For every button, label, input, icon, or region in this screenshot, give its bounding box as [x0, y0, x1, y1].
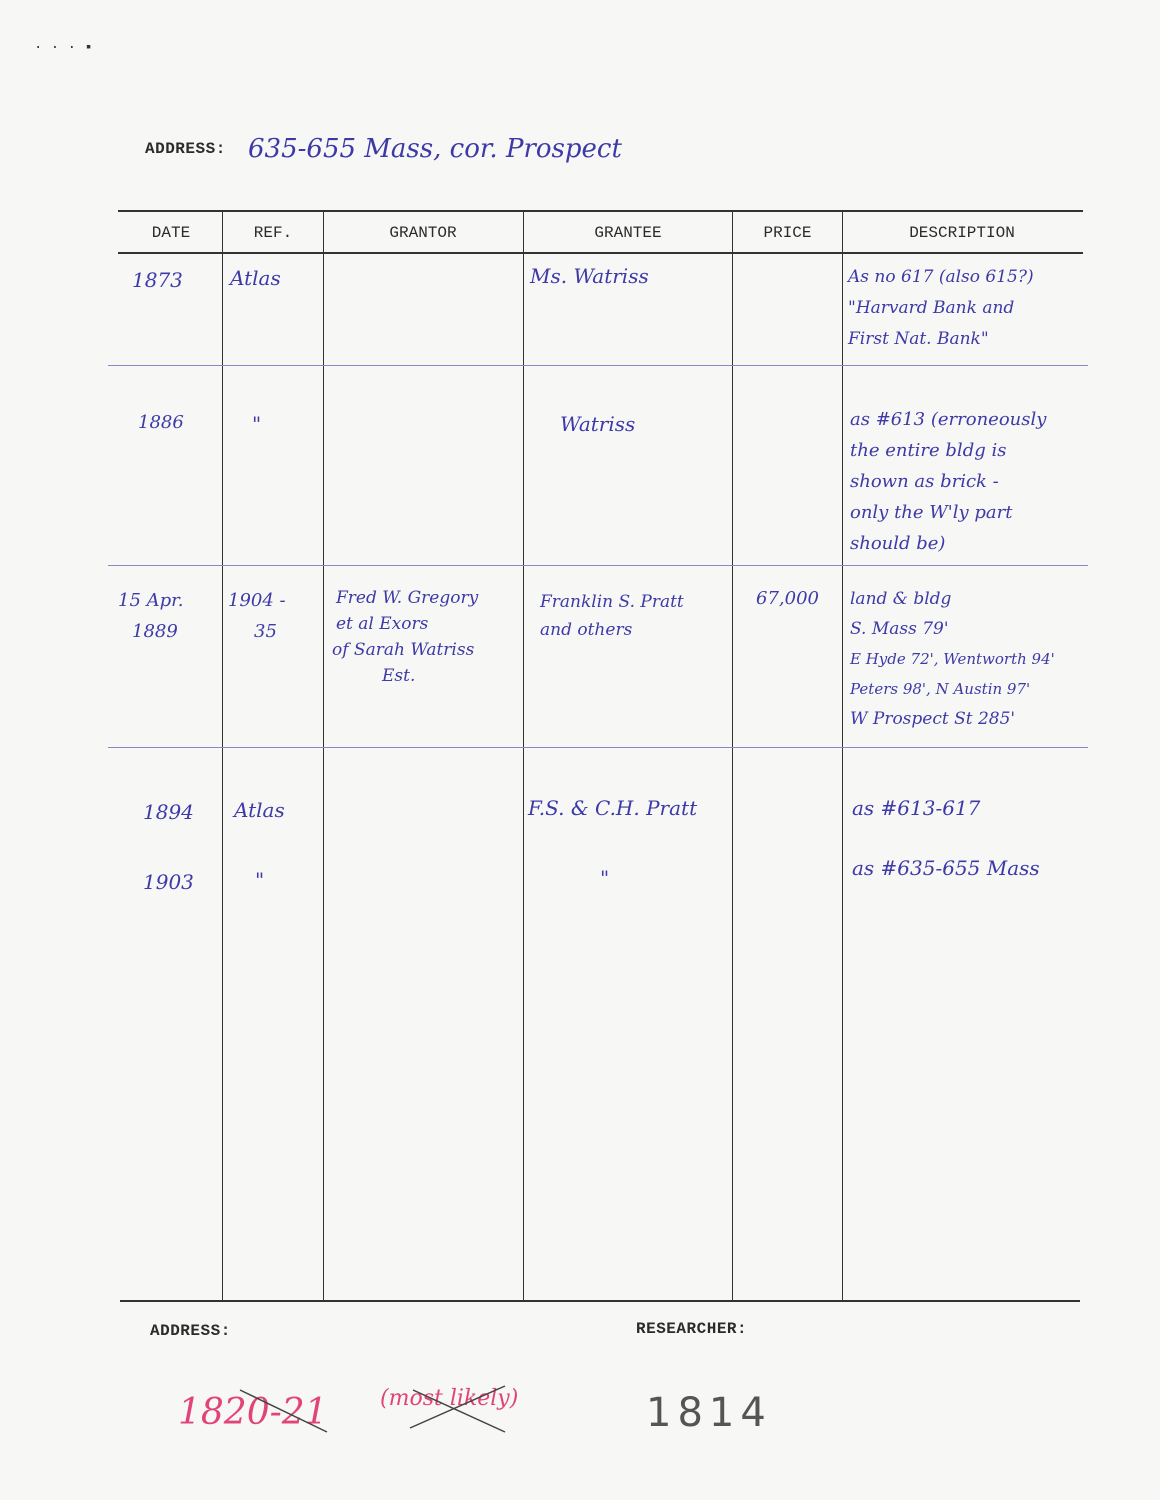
table-bottom-rule: [120, 1300, 1080, 1302]
row-ref: ": [255, 868, 265, 892]
col-divider-3: [523, 212, 524, 1300]
corner-marks: · · · ▪: [34, 40, 93, 56]
header-bottom-rule: [118, 252, 1083, 254]
row-description: land & bldg S. Mass 79' E Hyde 72', Wentworth 94' Peters 98', N Austin 97' W Prospect St 285': [850, 589, 1055, 729]
row-separator: [108, 365, 1088, 366]
col-header-ref: REF.: [253, 224, 293, 242]
row-description: as #613 (erroneously the entire bldg is shown as brick - only the W'ly part should be): [850, 409, 1047, 554]
row-grantee: ": [600, 866, 610, 890]
row-date: 1873: [132, 268, 183, 292]
row-ref: Atlas: [230, 266, 281, 290]
row-separator: [108, 565, 1088, 566]
col-header-grantee: GRANTEE: [594, 224, 662, 242]
col-header-price: PRICE: [763, 224, 812, 242]
col-divider-5: [842, 212, 843, 1300]
address-label: ADDRESS:: [145, 140, 226, 158]
row-grantee: Ms. Watriss: [530, 264, 649, 288]
strike-mark: [405, 1378, 515, 1438]
row-ref: 1904 - 35: [228, 590, 286, 642]
row-description: as #613-617: [852, 796, 981, 820]
table-top-rule: [118, 210, 1083, 212]
col-divider-2: [323, 212, 324, 1300]
row-price: 67,000: [756, 588, 819, 609]
pink-year-annotation: 1820-21: [178, 1392, 328, 1433]
col-divider-1: [222, 212, 223, 1300]
col-divider-4: [732, 212, 733, 1300]
grey-number-annotation: 1814: [646, 1390, 772, 1436]
strike-mark: [235, 1380, 335, 1440]
row-grantee: Watriss: [560, 412, 636, 436]
row-date: 1894: [143, 800, 194, 824]
researcher-label: RESEARCHER:: [636, 1320, 748, 1338]
row-grantor: Fred W. Gregory et al Exors of Sarah Watriss Est.: [332, 588, 479, 686]
address-value: 635-655 Mass, cor. Prospect: [248, 134, 622, 164]
footer-address-label: ADDRESS:: [150, 1322, 231, 1340]
col-header-grantor: GRANTOR: [389, 224, 457, 242]
row-date: 1886: [138, 412, 184, 433]
row-ref: Atlas: [234, 798, 285, 822]
pink-note-annotation: (most likely): [380, 1386, 519, 1411]
row-date: 1903: [143, 870, 194, 894]
col-header-date: DATE: [151, 224, 191, 242]
row-ref: ": [252, 412, 262, 436]
row-date: 15 Apr. 1889: [118, 590, 184, 642]
row-description: as #635-655 Mass: [852, 856, 1040, 880]
row-grantee: F.S. & C.H. Pratt: [528, 796, 698, 820]
col-header-description: DESCRIPTION: [909, 224, 1015, 242]
row-grantee: Franklin S. Pratt and others: [540, 592, 684, 640]
row-description: As no 617 (also 615?) "Harvard Bank and First Nat. Bank": [848, 267, 1034, 349]
row-separator: [108, 747, 1088, 748]
